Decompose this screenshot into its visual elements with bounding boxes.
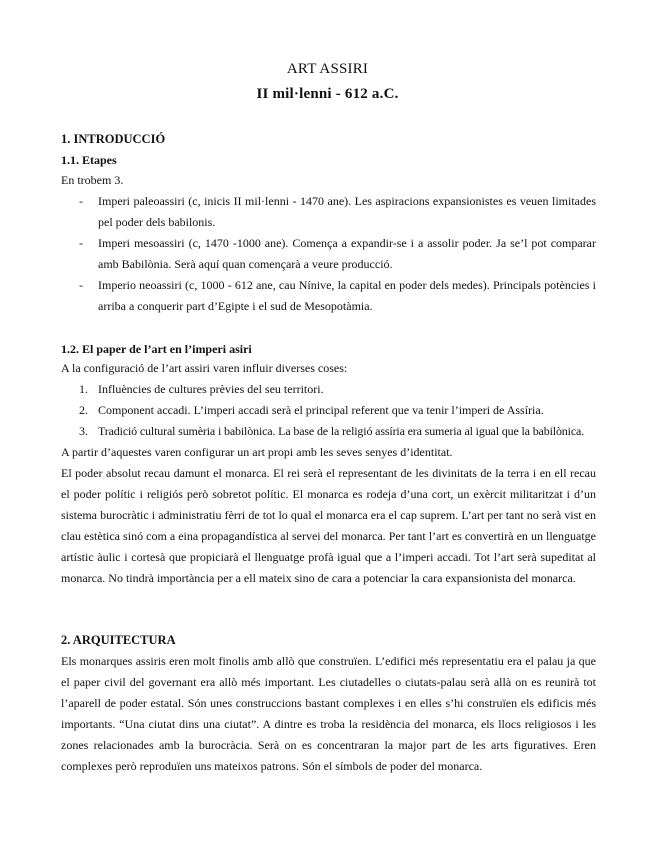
influence-item-2: Component accadi. L’imperi accadi serà el principal referent que va tenir l’imperi de Assíria. [98,403,544,417]
paper-lead-text: A la configuració de l’art assiri varen influir diverses coses: [61,361,348,375]
subsection-heading-etapes: 1.1. Etapes [61,153,117,167]
etapa-item-paleoassiri: Imperi paleoassiri (c, inicis II mil·lenni - 1470 ane). Les aspiracions expansionistes es veuen limitades pel poder dels babilonis. [98,194,596,229]
section-heading-arquitectura: 2. ARQUITECTURA [61,633,176,647]
list-marker-1: 1. [79,382,88,396]
arquitectura-paragraph: Els monarques assiris eren molt finolis amb allò que construïen. L’edifici més representatiu era el palau ja que el paper civil del governant era allò més important. Les ciutadelles o ciutats-palau serà allà on es reunirà tot l’aparell de poder estatal. Són unes construccions bastant complexes i en elles s’hi construïen els edificis més importants. “Una ciutat dins una ciutat”. A dintre es troba la residència del monarca, els llocs religiosos i les zones relacionades amb la burocràcia. Serà on es concentraran la major part de les arts figuratives. Eren complexes però reproduïen uns mateixos patrons. Són el símbols de poder del monarca. [61,654,596,773]
influence-item-1: Influències de cultures prèvies del seu territori. [98,382,324,396]
influence-item-3: Tradició cultural sumèria i babilònica. La base de la religió assíria era sumeria al igual que la babilònica. [98,424,585,438]
bullet-marker: - [79,194,83,208]
etapes-lead-text: En trobem 3. [61,173,124,187]
bullet-marker: - [79,236,83,250]
paper-after-text: A partir d’aquestes varen configurar un art propi amb les seves senyes d’identitat. [61,445,453,459]
list-marker-2: 2. [79,403,88,417]
section-heading-introduccio: 1. INTRODUCCIÓ [61,132,166,146]
subsection-heading-paper-art: 1.2. El paper de l’art en l’imperi asiri [61,342,252,356]
list-marker-3: 3. [79,424,88,438]
document-subtitle: II mil·lenni - 612 a.C. [256,86,399,102]
etapa-item-neoassiri: Imperio neoassiri (c, 1000 - 612 ane, cau Nínive, la capital en poder dels medes). Principals potències i arriba a conquerir part d’Egipte i el sud de Mesopotàmia. [98,278,596,313]
bullet-marker: - [79,278,83,292]
poder-paragraph: El poder absolut recau damunt el monarca. El rei serà el representant de les divinitats de la terra i en ell recau el poder polític i religiós però sobretot polític. El monarca es rodeja d’una cort, un exèrcit militaritzat i d’un sistema burocràtic i administratiu fèrri de tot lo qual el monarca era el cap suprem. L’art per tant no serà vist en clau estètica sinó com a eina propagandística al servei del monarca. Per tant l’art es convertirà en un llenguatge artístic àulic i cortesà que propiciarà el llenguatge profà igual que a l’imperi accadi. Tot l’art serà supeditat al monarca. No tindrà importància per a ell mateix sino de cara a potenciar la cara expansionista del monarca. [61,466,596,585]
etapa-item-mesoassiri: Imperi mesoassiri (c, 1470 -1000 ane). Comença a expandir-se i a assolir poder. Ja se’l pot comparar amb Babilònia. Serà aquí quan començarà a veure producció. [98,236,596,271]
document-title: ART ASSIRI [286,61,369,77]
